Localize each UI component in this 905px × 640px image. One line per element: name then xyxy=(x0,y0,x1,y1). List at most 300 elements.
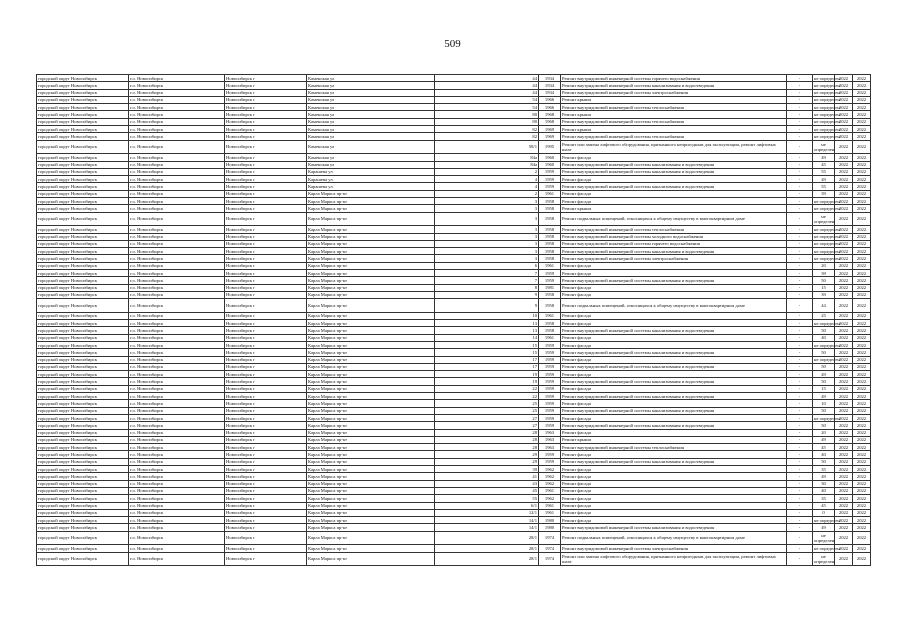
cell-plan-year: 2022 xyxy=(835,334,853,341)
table-row xyxy=(37,89,871,96)
cell-end-year: 2022 xyxy=(853,407,871,414)
cell-street: Карла Маркса пр-кт xyxy=(307,284,435,291)
cell-cost: не определен xyxy=(814,119,840,125)
cell-house: 7 xyxy=(435,270,539,277)
cell-end-year: 2022 xyxy=(853,190,871,197)
cell-city2: Новосибирск г xyxy=(225,226,307,233)
cell-work: Ремонт фасада xyxy=(561,487,787,494)
cell-house: 28 xyxy=(435,444,539,451)
table-row xyxy=(37,240,871,247)
table-row xyxy=(37,545,871,552)
table-row xyxy=(37,502,871,509)
cell-plan-year: 2022 xyxy=(835,240,853,247)
cell-house: 14/1 xyxy=(435,517,539,524)
table-row xyxy=(37,291,871,298)
cell-plan-year: 2022 xyxy=(835,255,853,262)
cell-street: Карла Маркса пр-кт xyxy=(307,378,435,385)
cell-house: 14 xyxy=(435,334,539,341)
cell-cost: не определен xyxy=(814,545,840,551)
cell-city2: Новосибирск г xyxy=(225,270,307,277)
cell-year: 1962 xyxy=(539,466,561,473)
cell-city: г.о. Новосибирск xyxy=(129,371,225,378)
cell-end-year: 2022 xyxy=(853,255,871,262)
cell-city: г.о. Новосибирск xyxy=(129,133,225,140)
cell-street: Карла Маркса пр-кт xyxy=(307,466,435,473)
cell-plan-year: 2022 xyxy=(835,277,853,284)
cell-work: Ремонт внутридомовой инженерной системы канализования и водоотведения xyxy=(561,458,787,465)
cell-plan-year: 2022 xyxy=(835,161,853,168)
cell-cost: не определен xyxy=(814,112,840,118)
cell-street: Карла Маркса пр-кт xyxy=(307,262,435,269)
cell-work: Ремонт крыши xyxy=(561,111,787,118)
cell-dash: - xyxy=(787,495,813,502)
table-row xyxy=(37,161,871,168)
cell-end-year: 2022 xyxy=(853,341,871,348)
cell-city: г.о. Новосибирск xyxy=(129,126,225,133)
cell-work: Ремонт внутридомовой инженерной системы канализования и водоотведения xyxy=(561,524,787,531)
cell-cost: 0 xyxy=(813,509,835,516)
cell-city2: Новосибирск г xyxy=(225,284,307,291)
cell-work: Ремонт внутридомовой инженерной системы электроснабжения xyxy=(561,255,787,262)
cell-end-year: 2022 xyxy=(853,168,871,175)
cell-city: г.о. Новосибирск xyxy=(129,400,225,407)
cell-end-year: 2022 xyxy=(853,299,871,313)
cell-city: г.о. Новосибирск xyxy=(129,233,225,240)
cell-city2: Новосибирск г xyxy=(225,341,307,348)
cell-house: 3 xyxy=(435,240,539,247)
cell-year: 1959 xyxy=(539,385,561,392)
cell-plan-year: 2022 xyxy=(835,75,853,82)
cell-house: 29 xyxy=(435,451,539,458)
cell-city2: Новосибирск г xyxy=(225,198,307,205)
cell-city: г.о. Новосибирск xyxy=(129,552,225,566)
cell-street: Карла Маркса пр-кт xyxy=(307,393,435,400)
cell-okrug: городской округ Новосибирск xyxy=(37,96,129,103)
cell-end-year: 2022 xyxy=(853,277,871,284)
cell-plan-year: 2022 xyxy=(835,133,853,140)
table-row xyxy=(37,205,871,212)
cell-dash: - xyxy=(787,226,813,233)
cell-plan-year: 2022 xyxy=(835,502,853,509)
cell-okrug: городской округ Новосибирск xyxy=(37,480,129,487)
cell-plan-year: 2022 xyxy=(835,524,853,531)
cell-year: 1961 xyxy=(539,487,561,494)
cell-house: 55 xyxy=(435,495,539,502)
cell-end-year: 2022 xyxy=(853,154,871,161)
cell-street: Карла Маркса пр-кт xyxy=(307,198,435,205)
cell-cost: 50 xyxy=(813,363,835,370)
table-row xyxy=(37,429,871,436)
table-row xyxy=(37,248,871,255)
cell-end-year: 2022 xyxy=(853,524,871,531)
cell-work: Ремонт внутридомовой инженерной системы холодного водоснабжения xyxy=(561,233,787,240)
cell-okrug: городской округ Новосибирск xyxy=(37,422,129,429)
cell-city2: Новосибирск г xyxy=(225,524,307,531)
table-row xyxy=(37,349,871,356)
cell-cost: 45 xyxy=(813,502,835,509)
cell-cost: 49 xyxy=(813,524,835,531)
cell-plan-year: 2022 xyxy=(835,111,853,118)
cell-year: 1961 xyxy=(539,312,561,319)
cell-okrug: городской округ Новосибирск xyxy=(37,363,129,370)
cell-work: Ремонт фасада xyxy=(561,495,787,502)
cell-okrug: городской округ Новосибирск xyxy=(37,226,129,233)
cell-end-year: 2022 xyxy=(853,161,871,168)
cell-city2: Новосибирск г xyxy=(225,299,307,313)
cell-street: Карла Маркса пр-кт xyxy=(307,509,435,516)
cell-house: 8 xyxy=(435,284,539,291)
cell-city: г.о. Новосибирск xyxy=(129,524,225,531)
cell-dash: - xyxy=(787,126,813,133)
cell-end-year: 2022 xyxy=(853,75,871,82)
cell-work: Ремонт внутридомовой инженерной системы канализования и водоотведения xyxy=(561,363,787,370)
cell-plan-year: 2022 xyxy=(835,262,853,269)
table-row xyxy=(37,140,871,154)
cell-cost: не определен xyxy=(814,532,835,543)
cell-okrug: городской округ Новосибирск xyxy=(37,89,129,96)
cell-year: 1963 xyxy=(539,429,561,436)
cell-year: 1960 xyxy=(539,154,561,161)
cell-end-year: 2022 xyxy=(853,240,871,247)
cell-city2: Новосибирск г xyxy=(225,104,307,111)
cell-street: Каменская ул xyxy=(307,154,435,161)
cell-city: г.о. Новосибирск xyxy=(129,291,225,298)
cell-city: г.о. Новосибирск xyxy=(129,154,225,161)
cell-work: Ремонт фасада xyxy=(561,176,787,183)
cell-year: 1959 xyxy=(539,176,561,183)
cell-year: 1959 xyxy=(539,363,561,370)
cell-street: Карла Маркса пр-кт xyxy=(307,363,435,370)
cell-street: Карашева ул xyxy=(307,183,435,190)
cell-okrug: городской округ Новосибирск xyxy=(37,334,129,341)
cell-city2: Новосибирск г xyxy=(225,176,307,183)
cell-house: 44 xyxy=(435,75,539,82)
cell-okrug: городской округ Новосибирск xyxy=(37,212,129,226)
cell-street: Карла Маркса пр-кт xyxy=(307,255,435,262)
table-row xyxy=(37,168,871,175)
cell-end-year: 2022 xyxy=(853,233,871,240)
cell-city: г.о. Новосибирск xyxy=(129,414,225,421)
cell-dash: - xyxy=(787,524,813,531)
cell-street: Карла Маркса пр-кт xyxy=(307,552,435,566)
cell-house: 13 xyxy=(435,327,539,334)
cell-okrug: городской округ Новосибирск xyxy=(37,176,129,183)
cell-house: 25 xyxy=(435,407,539,414)
table-row xyxy=(37,509,871,516)
cell-house: 3 xyxy=(435,248,539,255)
cell-dash: - xyxy=(787,233,813,240)
cell-city: г.о. Новосибирск xyxy=(129,270,225,277)
cell-work: Ремонт фасада xyxy=(561,473,787,480)
cell-okrug: городской округ Новосибирск xyxy=(37,407,129,414)
cell-cost: не определен xyxy=(814,415,840,421)
cell-okrug: городской округ Новосибирск xyxy=(37,495,129,502)
table-row xyxy=(37,154,871,161)
cell-dash: - xyxy=(787,444,813,451)
cell-city: г.о. Новосибирск xyxy=(129,531,225,545)
table-row xyxy=(37,255,871,262)
cell-city: г.о. Новосибирск xyxy=(129,422,225,429)
cell-end-year: 2022 xyxy=(853,451,871,458)
cell-work: Ремонт фасада xyxy=(561,312,787,319)
cell-okrug: городской округ Новосибирск xyxy=(37,509,129,516)
cell-cost: не определен xyxy=(814,357,840,363)
cell-city2: Новосибирск г xyxy=(225,451,307,458)
cell-city: г.о. Новосибирск xyxy=(129,480,225,487)
cell-cost: 50 xyxy=(813,349,835,356)
table-row xyxy=(37,233,871,240)
table-row xyxy=(37,400,871,407)
cell-city2: Новосибирск г xyxy=(225,205,307,212)
cell-street: Каменская ул xyxy=(307,161,435,168)
cell-city2: Новосибирск г xyxy=(225,255,307,262)
cell-city2: Новосибирск г xyxy=(225,212,307,226)
cell-cost: не определен xyxy=(814,198,840,204)
cell-plan-year: 2022 xyxy=(835,205,853,212)
cell-okrug: городской округ Новосибирск xyxy=(37,356,129,363)
cell-cost: не определен xyxy=(814,126,840,132)
cell-end-year: 2022 xyxy=(853,422,871,429)
cell-dash: - xyxy=(787,248,813,255)
cell-plan-year: 2022 xyxy=(835,378,853,385)
cell-house: 6/1 xyxy=(435,502,539,509)
table-row xyxy=(37,82,871,89)
cell-street: Карла Маркса пр-кт xyxy=(307,495,435,502)
table-row xyxy=(37,111,871,118)
cell-plan-year: 2022 xyxy=(835,444,853,451)
cell-work: Ремонт фасада xyxy=(561,371,787,378)
cell-okrug: городской округ Новосибирск xyxy=(37,502,129,509)
cell-work: Ремонт внутридомовой инженерной системы электроснабжения xyxy=(561,545,787,552)
cell-end-year: 2022 xyxy=(853,545,871,552)
cell-year: 1974 xyxy=(539,545,561,552)
cell-street: Карла Маркса пр-кт xyxy=(307,240,435,247)
cell-year: 1968 xyxy=(539,118,561,125)
cell-street: Карла Маркса пр-кт xyxy=(307,248,435,255)
cell-city: г.о. Новосибирск xyxy=(129,75,225,82)
cell-dash: - xyxy=(787,458,813,465)
cell-okrug: городской округ Новосибирск xyxy=(37,161,129,168)
cell-work: Ремонт фасада xyxy=(561,517,787,524)
cell-okrug: городской округ Новосибирск xyxy=(37,140,129,154)
cell-city2: Новосибирск г xyxy=(225,320,307,327)
cell-city2: Новосибирск г xyxy=(225,82,307,89)
cell-year: 1980 xyxy=(539,517,561,524)
cell-dash: - xyxy=(787,385,813,392)
cell-plan-year: 2022 xyxy=(835,466,853,473)
cell-dash: - xyxy=(787,104,813,111)
cell-street: Карла Маркса пр-кт xyxy=(307,407,435,414)
cell-street: Карла Маркса пр-кт xyxy=(307,212,435,226)
cell-work: Ремонт фасада xyxy=(561,466,787,473)
cell-end-year: 2022 xyxy=(853,248,871,255)
cell-end-year: 2022 xyxy=(853,436,871,443)
cell-cost: 20 xyxy=(813,429,835,436)
table-row xyxy=(37,190,871,197)
cell-year: 1969 xyxy=(539,126,561,133)
cell-house: 19 xyxy=(435,378,539,385)
cell-dash: - xyxy=(787,363,813,370)
cell-plan-year: 2022 xyxy=(835,385,853,392)
cell-year: 1959 xyxy=(539,378,561,385)
cell-city: г.о. Новосибирск xyxy=(129,444,225,451)
cell-city: г.о. Новосибирск xyxy=(129,104,225,111)
cell-end-year: 2022 xyxy=(853,284,871,291)
cell-end-year: 2022 xyxy=(853,349,871,356)
table-row xyxy=(37,436,871,443)
cell-dash: - xyxy=(787,436,813,443)
cell-city2: Новосибирск г xyxy=(225,531,307,545)
cell-house: 43 xyxy=(435,480,539,487)
cell-end-year: 2022 xyxy=(853,118,871,125)
cell-cost: не определен xyxy=(814,248,840,254)
cell-year: 1962 xyxy=(539,480,561,487)
cell-dash: - xyxy=(787,320,813,327)
cell-street: Карла Маркса пр-кт xyxy=(307,334,435,341)
cell-plan-year: 2022 xyxy=(835,509,853,516)
cell-street: Карла Маркса пр-кт xyxy=(307,226,435,233)
cell-house: 4 xyxy=(435,183,539,190)
cell-year: 1959 xyxy=(539,422,561,429)
cell-year: 1959 xyxy=(539,183,561,190)
cell-end-year: 2022 xyxy=(853,378,871,385)
cell-end-year: 2022 xyxy=(853,414,871,421)
cell-okrug: городской округ Новосибирск xyxy=(37,262,129,269)
cell-year: 1958 xyxy=(539,240,561,247)
cell-work: Ремонт фасада xyxy=(561,509,787,516)
cell-city2: Новосибирск г xyxy=(225,400,307,407)
cell-dash: - xyxy=(787,183,813,190)
cell-work: Ремонт внутридомовой инженерной системы теплоснабжения xyxy=(561,444,787,451)
cell-street: Карла Маркса пр-кт xyxy=(307,291,435,298)
cell-year: 1961 xyxy=(539,509,561,516)
cell-street: Карла Маркса пр-кт xyxy=(307,429,435,436)
cell-okrug: городской округ Новосибирск xyxy=(37,75,129,82)
cell-okrug: городской округ Новосибирск xyxy=(37,444,129,451)
cell-okrug: городской округ Новосибирск xyxy=(37,517,129,524)
cell-end-year: 2022 xyxy=(853,466,871,473)
cell-end-year: 2022 xyxy=(853,111,871,118)
cell-year: 1959 xyxy=(539,270,561,277)
cell-house: 3 xyxy=(435,198,539,205)
cell-street: Карла Маркса пр-кт xyxy=(307,480,435,487)
table-row xyxy=(37,327,871,334)
cell-dash: - xyxy=(787,240,813,247)
cell-work: Ремонт крыши xyxy=(561,436,787,443)
cell-house: 82 xyxy=(435,133,539,140)
cell-city: г.о. Новосибирск xyxy=(129,190,225,197)
cell-street: Карла Маркса пр-кт xyxy=(307,531,435,545)
cell-house: 9 xyxy=(435,299,539,313)
cell-year: 1958 xyxy=(539,320,561,327)
table-row xyxy=(37,517,871,524)
cell-cost: 20 xyxy=(813,262,835,269)
cell-okrug: городской округ Новосибирск xyxy=(37,270,129,277)
cell-okrug: городской округ Новосибирск xyxy=(37,111,129,118)
cell-end-year: 2022 xyxy=(853,104,871,111)
cell-cost: не определен xyxy=(814,97,840,103)
cell-work: Ремонт крыши xyxy=(561,126,787,133)
cell-plan-year: 2022 xyxy=(835,458,853,465)
cell-cost: 49 xyxy=(813,436,835,443)
cell-year: 1958 xyxy=(539,198,561,205)
table-row xyxy=(37,371,871,378)
cell-city: г.о. Новосибирск xyxy=(129,284,225,291)
cell-city2: Новосибирск г xyxy=(225,509,307,516)
cell-dash: - xyxy=(787,487,813,494)
cell-year: 1959 xyxy=(539,341,561,348)
cell-plan-year: 2022 xyxy=(835,495,853,502)
cell-dash: - xyxy=(787,133,813,140)
cell-end-year: 2022 xyxy=(853,320,871,327)
cell-city: г.о. Новосибирск xyxy=(129,436,225,443)
cell-plan-year: 2022 xyxy=(835,327,853,334)
cell-city: г.о. Новосибирск xyxy=(129,255,225,262)
cell-house: 9 xyxy=(435,291,539,298)
cell-okrug: городской округ Новосибирск xyxy=(37,378,129,385)
cell-okrug: городской округ Новосибирск xyxy=(37,545,129,552)
cell-city2: Новосибирск г xyxy=(225,291,307,298)
cell-year: 1968 xyxy=(539,111,561,118)
cell-work: Ремонт внутридомовой инженерной системы канализования и водоотведения xyxy=(561,349,787,356)
cell-plan-year: 2022 xyxy=(835,233,853,240)
cell-dash: - xyxy=(787,284,813,291)
cell-year: 1958 xyxy=(539,255,561,262)
cell-plan-year: 2022 xyxy=(835,341,853,348)
cell-city: г.о. Новосибирск xyxy=(129,495,225,502)
cell-cost: 50 xyxy=(813,277,835,284)
cell-okrug: городской округ Новосибирск xyxy=(37,233,129,240)
cell-okrug: городской округ Новосибирск xyxy=(37,400,129,407)
cell-city2: Новосибирск г xyxy=(225,444,307,451)
cell-dash: - xyxy=(787,270,813,277)
cell-city2: Новосибирск г xyxy=(225,126,307,133)
cell-cost: не определен xyxy=(814,213,835,224)
table-row xyxy=(37,312,871,319)
cell-year: 1959 xyxy=(539,371,561,378)
cell-city2: Новосибирск г xyxy=(225,502,307,509)
cell-year: 1934 xyxy=(539,75,561,82)
cell-okrug: городской округ Новосибирск xyxy=(37,524,129,531)
cell-house: 27 xyxy=(435,422,539,429)
cell-work: Ремонт внутридомовой инженерной системы теплоснабжения xyxy=(561,104,787,111)
cell-cost: 50 xyxy=(813,422,835,429)
table-row xyxy=(37,212,871,226)
cell-okrug: городской округ Новосибирск xyxy=(37,190,129,197)
cell-street: Карла Маркса пр-кт xyxy=(307,312,435,319)
cell-dash: - xyxy=(787,334,813,341)
cell-city: г.о. Новосибирск xyxy=(129,320,225,327)
cell-house: 3 xyxy=(435,255,539,262)
table-row xyxy=(37,378,871,385)
cell-okrug: городской округ Новосибирск xyxy=(37,327,129,334)
cell-dash: - xyxy=(787,291,813,298)
cell-cost: 49 xyxy=(813,473,835,480)
cell-house: 13 xyxy=(435,320,539,327)
cell-work: Ремонт внутридомовой инженерной системы канализования и водоотведения xyxy=(561,168,787,175)
cell-city: г.о. Новосибирск xyxy=(129,96,225,103)
cell-plan-year: 2022 xyxy=(835,126,853,133)
cell-work: Ремонт фасада xyxy=(561,284,787,291)
cell-okrug: городской округ Новосибирск xyxy=(37,436,129,443)
cell-okrug: городской округ Новосибирск xyxy=(37,82,129,89)
cell-year: 1959 xyxy=(539,168,561,175)
cell-plan-year: 2022 xyxy=(835,118,853,125)
cell-work: Ремонт внутридомовой инженерной системы канализования и водоотведения xyxy=(561,327,787,334)
cell-end-year: 2022 xyxy=(853,487,871,494)
cell-city2: Новосибирск г xyxy=(225,378,307,385)
cell-cost: 40 xyxy=(813,451,835,458)
